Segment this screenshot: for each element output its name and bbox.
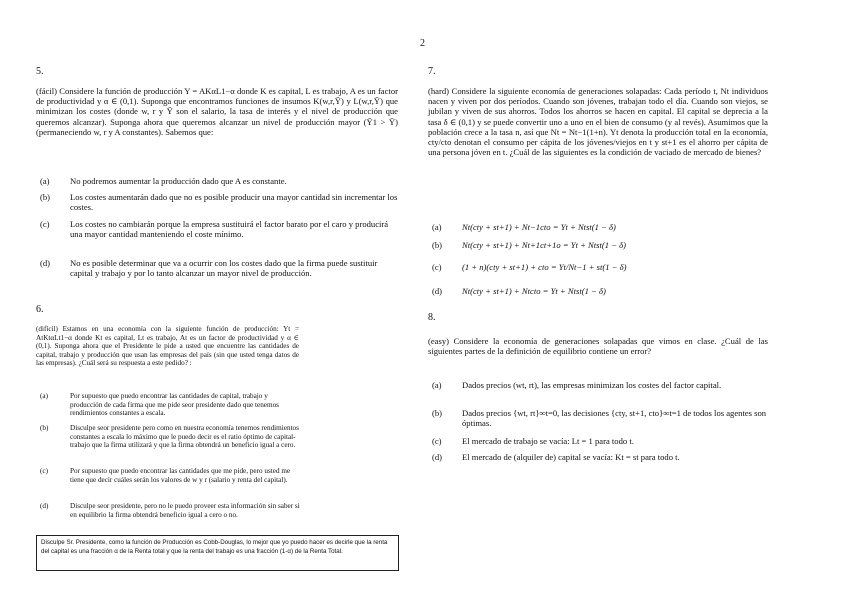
- question-5-option-c[interactable]: (c) Los costes no cambiarán porque la empresa sustituirá el factor barato por el caro y producirá una mayor cantidad manteniendo el coste mínimo.: [40, 219, 389, 240]
- question-5-option-b[interactable]: (b) Los costes aumentarán dado que no es posible producir una mayor cantidad sin incrementar los costes.: [40, 192, 398, 213]
- question-7-option-b[interactable]: (b) Nt(cty + st+1) + Nt+1ct+1o = Yt + Ntst(1 − δ): [432, 240, 627, 250]
- question-6-option-b[interactable]: (b) Disculpe seor presidente pero como en nuestra economía tenemos rendimientos constantes a escala lo máximo que le puedo decir es el ratio óptimo de capital-trabajo que la firma utilizará y que la firma obtendrá un beneficio igual a cero.: [40, 424, 299, 450]
- question-7-number: 7.: [428, 66, 436, 77]
- question-6-text: (difícil) Estamos en una economía con la siguiente función de producción: Yt = AtKtαLt1−α donde Kt es capital, Lt es trabajo, At es un factor de productividad y α ∈ (0,1). Suponga ahora que el Presidente le pide a usted que encuentre las cantidades de capital, trabajo y producción que usan las empresas del país (sin que usted tenga datos de las empresas). ¿Cuál será su respuesta a este pedido? :: [36, 325, 299, 368]
- question-8-option-a[interactable]: (a) Dados precios (wt, rt), las empresas minimizan los costes del factor capital.: [432, 380, 722, 390]
- question-7-text: (hard) Considere la siguiente economía de generaciones solapadas: Cada período t, Nt individuos nacen y viven por dos períodos. Cuando son jóvenes, trabajan todo el día. Cuando son viejos, se jubilan y viven de sus ahorros. Todos los ahorros se hacen en capital. El capital se deprecia a la tasa δ ∈ (0,1) y se puede convertir uno a uno en el bien de consumo (y al revés). Asumimos que la población crece a la tasa n, así que Nt = Nt−1(1+n). Yt denota la producción total en la economía, cty/cto denotan el consumo per cápita de los jóvenes/viejos en t y st+1 es el ahorro per cápita de una persona jóven en t. ¿Cuál de las siguientes es la condición de vaciado de mercado de bienes?: [428, 86, 768, 158]
- question-5-text: (fácil) Considere la función de producción Y = AKαL1−α donde K es capital, L es trabajo, A es un factor de productividad y α ∈ (0,1). Suponga que encontramos funciones de insumos K(w,r,Ȳ) y L(w,r,Ȳ) que minimizan los costes (donde w, r y Ȳ son el salario, la tasa de interés y el nivel de producción que queremos alcanzar). Suponga ahora que queremos alcanzar un nivel de producción mayor (Ȳ1 > Ȳ) (permaneciendo w, r y A constantes). Sabemos que:: [36, 86, 398, 137]
- question-6-option-a[interactable]: (a) Por supuesto que puedo encontrar las cantidades de capital, trabajo y producción de cada firma que me pide seor presidente dado que tenemos rendimientos constantes a escala.: [40, 392, 279, 418]
- question-8-text: (easy) Considere la economía de generaciones solapadas que vimos en clase. ¿Cuál de las siguientes partes de la definición de equilibrio contiene un error?: [428, 336, 768, 357]
- question-8-option-b[interactable]: (b) Dados precios {wt, rt}∞t=0, las decisiones {cty, st+1, cto}∞t=1 de todos los agentes son óptimas.: [432, 408, 767, 429]
- question-8-number: 8.: [428, 312, 436, 323]
- question-8-option-c[interactable]: (c) El mercado de trabajo se vacía: Lt = 1 para todo t.: [432, 436, 634, 446]
- page-number: 2: [420, 38, 425, 49]
- question-8-option-d[interactable]: (d) El mercado de (alquiler de) capital se vacía: Kt = st para todo t.: [432, 452, 680, 462]
- handwritten-answer-note: Disculpe Sr. Presidente, como la función de Producción es Cobb-Douglas, lo mejor que yo puedo hacer es decirle que la renta del capital es una fracción α de la Renta total y que la renta del trabajo es una fracción (1-α) de la Renta Total.: [36, 535, 399, 571]
- question-6-option-c[interactable]: (c) Por supuesto que puedo encontrar las cantidades que me pide, pero usted me tiene que decir cuáles serán los valores de w y r (salario y renta del capital).: [40, 467, 291, 484]
- question-5-option-d[interactable]: (d) No es posible determinar que va a ocurrir con los costes dado que la firma puede sustituir capital y trabajo y por lo tanto alcanzar un mayor nivel de producción.: [40, 258, 378, 279]
- question-6-number: 6.: [36, 304, 44, 315]
- question-5-number: 5.: [36, 66, 44, 77]
- question-7-option-d[interactable]: (d) Nt(cty + st+1) + Ntcto = Yt + Ntst(1 − δ): [432, 286, 606, 296]
- question-5-option-a[interactable]: (a) No podremos aumentar la producción dado que A es constante.: [40, 176, 287, 186]
- question-7-option-a[interactable]: (a) Nt(cty + st+1) + Nt−1cto = Yt + Ntst(1 − δ): [432, 222, 616, 232]
- question-7-option-c[interactable]: (c) (1 + n)(cty + st+1) + cto = Yt/Nt−1 + st(1 − δ): [432, 262, 627, 272]
- question-6-option-d[interactable]: (d) Disculpe seor presidente, pero no le puedo proveer esta información sin saber si en equilibrio la firma obtendrá beneficio igual a cero o no.: [40, 502, 300, 519]
